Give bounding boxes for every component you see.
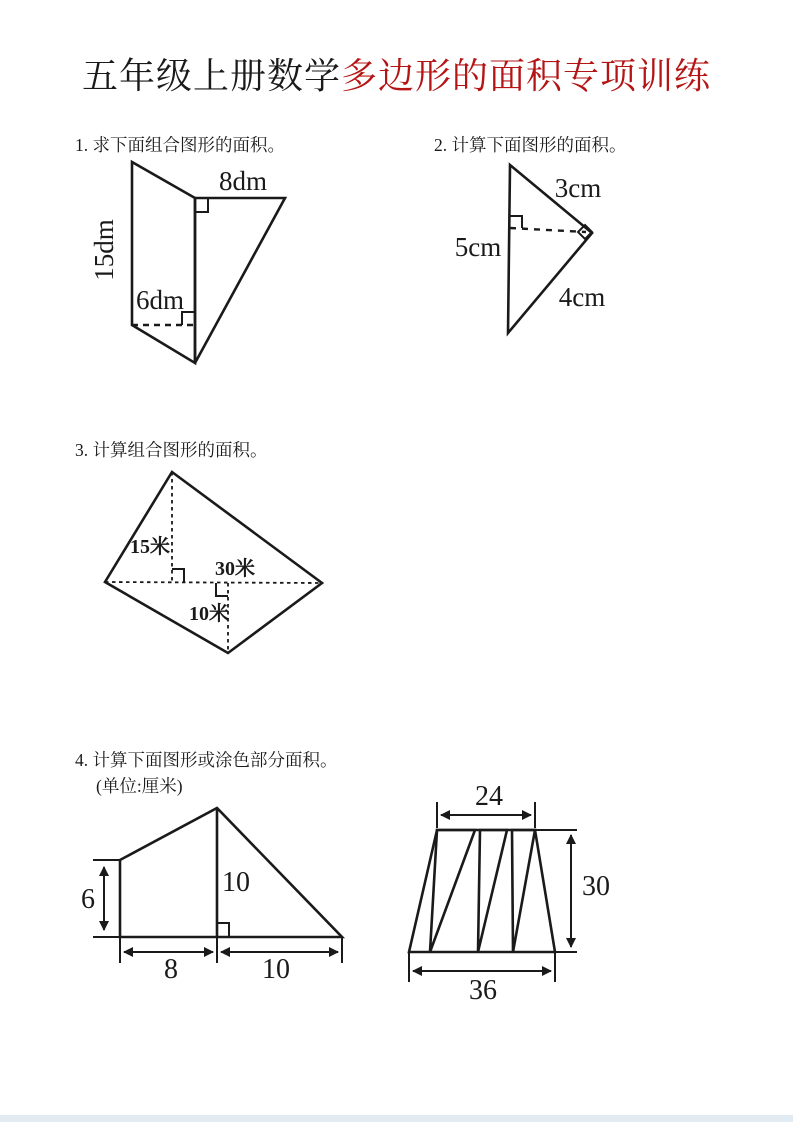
fig1-top-dimension-label: 8dm <box>218 166 268 196</box>
problem-4-statement: 4. 计算下面图形或涂色部分面积。 <box>75 750 338 770</box>
fig4r-bottom-label: 36 <box>469 975 497 1006</box>
fig2-upper-dimension-label: 3cm <box>554 173 602 203</box>
fig4r-top-label: 24 <box>475 781 503 812</box>
fig2-side-dimension-label: 5cm <box>454 232 502 262</box>
problem-1-statement: 1. 求下面组合图形的面积。 <box>75 135 285 155</box>
fig3-dashed-diagonal-line <box>105 582 322 583</box>
title-part-black: 五年级上册数学 <box>81 56 341 96</box>
fig3-quadrilateral <box>105 472 322 653</box>
figure-1-composite-shape <box>85 155 310 380</box>
fig4r-shaded-triangle-3 <box>512 830 535 952</box>
fig4l-side-label: 6 <box>81 884 95 915</box>
fig4l-height-label: 10 <box>222 867 250 898</box>
fig1-side-dimension-label: 15dm <box>89 219 119 281</box>
fig4l-base-right-label: 10 <box>262 954 290 985</box>
problem-3-statement: 3. 计算组合图形的面积。 <box>75 440 268 460</box>
right-angle-mark <box>172 569 184 582</box>
fig1-parallelogram <box>132 162 195 363</box>
right-angle-mark <box>217 923 229 937</box>
figure-4-right-shape <box>395 782 625 1012</box>
right-angle-mark <box>195 198 208 212</box>
fig4r-shaded-triangle-2 <box>478 830 507 952</box>
fig4r-side-label: 30 <box>582 871 610 902</box>
fig1-triangle <box>195 198 285 363</box>
scan-bottom-edge <box>0 1115 793 1122</box>
problem-2-statement: 2. 计算下面图形的面积。 <box>434 135 627 155</box>
fig4r-shaded-triangle-1 <box>430 830 475 952</box>
figure-2-triangle-shape <box>440 150 625 350</box>
problem-4-unit-note: (单位:厘米) <box>96 776 183 796</box>
figure-3-quadrilateral-shape <box>95 462 340 667</box>
title-part-red: 多边形的面积专项训练 <box>341 56 712 96</box>
right-angle-mark <box>510 216 522 228</box>
fig2-lower-dimension-label: 4cm <box>558 282 606 312</box>
fig1-base-dimension-label: 6dm <box>135 285 185 315</box>
fig3-upper-height-label: 15米 <box>130 536 170 558</box>
fig3-lower-height-label: 10米 <box>189 603 229 625</box>
fig3-base-label: 30米 <box>215 558 255 580</box>
fig2-dashed-height-line <box>510 228 586 232</box>
fig4l-base-left-label: 8 <box>164 954 178 985</box>
figure-4-left-shape <box>78 800 368 995</box>
page-title <box>0 48 793 99</box>
right-angle-mark <box>216 583 228 596</box>
